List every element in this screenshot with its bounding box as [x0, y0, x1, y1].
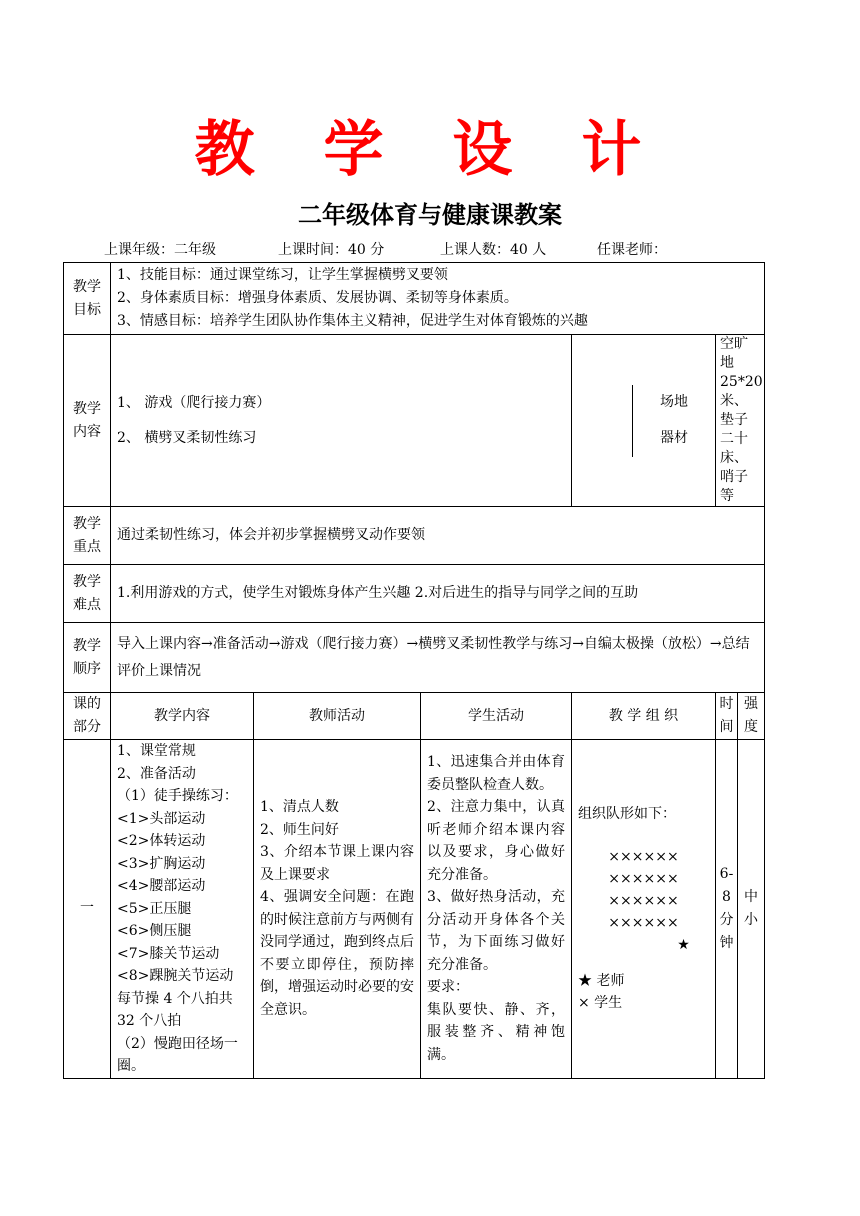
- formation-grid: [578, 846, 709, 956]
- legend-student: × 学生: [578, 995, 623, 1011]
- meta-grade: 上课年级：二年级: [104, 242, 216, 258]
- difficulty-label: 教学难点: [64, 565, 111, 623]
- content-item: 2、 横劈叉柔韧性练习: [117, 429, 257, 446]
- venue-label: 场地: [660, 394, 688, 410]
- list-item: <1>头部运动: [117, 810, 206, 827]
- content-row: [64, 335, 765, 507]
- formation-row: ××××××: [608, 914, 679, 931]
- goal-item: 1、技能目标：通过课堂练习，让学生掌握横劈叉要领: [117, 267, 448, 283]
- list-item: 4、强调安全问题：在跑的时候注意前方与两侧有没同学通过，跑到终点后不要立即停住，预防摔倒，增强运动时必要的安全意识。: [260, 889, 414, 1018]
- content-item: 1、 游戏（爬行接力赛）: [117, 394, 271, 411]
- formation-row: ××××××: [608, 848, 679, 865]
- meta-teacher: 任课老师：: [597, 242, 667, 258]
- page-title: 教 学 设 计: [194, 115, 666, 185]
- list-item: 1、课堂常规: [117, 743, 196, 759]
- sequence-label: 教学顺序: [64, 623, 111, 693]
- meta-time: 上课时间：40 分: [278, 242, 385, 258]
- header-intensity: 强度: [738, 693, 765, 740]
- venue-label-cell: [572, 335, 716, 507]
- section-row: [64, 740, 765, 1079]
- equipment-label: 器材: [660, 430, 688, 446]
- page-subtitle: 二年级体育与健康课教案: [298, 201, 562, 229]
- list-item: （1）徒手操练习：: [117, 788, 238, 804]
- formation-row: ××××××: [608, 892, 679, 909]
- sequence-text: 导入上课内容→准备活动→游戏（爬行接力赛）→横劈叉柔韧性教学与练习→自编太极操（放松）→总结评价上课情况: [111, 623, 765, 693]
- list-item: <7>膝关节运动: [117, 945, 220, 962]
- list-item: <8>踝腕关节运动: [117, 968, 234, 984]
- focus-label: 教学重点: [64, 507, 111, 565]
- goals-label: 教学目标: [64, 263, 111, 335]
- section-intensity: 中小: [738, 740, 765, 1079]
- list-item: 2、准备活动: [117, 765, 196, 782]
- difficulty-row: [64, 565, 765, 623]
- list-item: <3>扩胸运动: [117, 855, 206, 872]
- header-part: 课的部分: [64, 693, 111, 740]
- sequence-row: [64, 623, 765, 693]
- lesson-plan-table: [63, 262, 765, 1079]
- list-item: 1、清点人数: [260, 799, 339, 816]
- header-org: 教 学 组 织: [572, 693, 716, 740]
- list-item: 每节操 4 个八拍共 32 个八拍: [117, 990, 233, 1029]
- section-student: [421, 740, 572, 1079]
- formation-row: ××××××: [608, 870, 679, 887]
- list-item: <2>体转运动: [117, 833, 206, 849]
- header-content: 教学内容: [111, 693, 254, 740]
- legend-teacher: ★ 老师: [578, 972, 625, 989]
- section-org: [572, 740, 716, 1079]
- list-item: <4>腰部运动: [117, 878, 206, 894]
- content-label: 教学内容: [64, 335, 111, 507]
- meta-count: 上课人数：40 人: [440, 242, 547, 258]
- goal-item: 2、身体素质目标：增强身体素质、发展协调、柔韧等身体素质。: [117, 290, 518, 306]
- list-item: 1、迅速集合并由体育委员整队检查人数。: [427, 754, 565, 793]
- section-teacher: [254, 740, 421, 1079]
- goal-item: 3、情感目标：培养学生团队协作集体主义精神，促进学生对体育锻炼的兴趣: [117, 313, 588, 329]
- goals-cell: [111, 263, 765, 335]
- content-cell: [111, 335, 572, 507]
- header-time: 时间: [716, 693, 738, 740]
- section-part: 一: [64, 740, 111, 1079]
- org-intro: 组织队形如下：: [578, 806, 676, 822]
- list-item: 集队要快、静、齐，服装整齐、精神饱满。: [427, 1001, 565, 1063]
- list-item: 2、注意力集中，认真听老师介绍本课内容以及要求，身心做好充分准备。: [427, 799, 565, 883]
- list-item: <6>侧压腿: [117, 923, 192, 939]
- list-item: 要求：: [427, 979, 469, 996]
- teacher-star-icon: ★: [677, 936, 690, 953]
- list-item: 3、做好热身活动，充分活动开身体各个关节，为下面练习做好充分准备。: [427, 889, 565, 973]
- difficulty-text: 1.利用游戏的方式，使学生对锻炼身体产生兴趣 2.对后进生的指导与同学之间的互助: [111, 565, 765, 623]
- section-time: 6-8分钟: [716, 740, 738, 1079]
- list-item: 2、师生问好: [260, 821, 339, 838]
- list-item: 3、介绍本节课上课内容及上课要求: [260, 844, 414, 883]
- header-teacher: 教师活动: [254, 693, 421, 740]
- header-student: 学生活动: [421, 693, 572, 740]
- focus-row: [64, 507, 765, 565]
- list-item: <5>正压腿: [117, 900, 192, 917]
- section-content: [111, 740, 254, 1079]
- focus-text: 通过柔韧性练习，体会并初步掌握横劈叉动作要领: [111, 507, 765, 565]
- list-item: （2）慢跑田径场一圈。: [117, 1035, 238, 1074]
- venue-value: 空旷地 25*20 米、垫子二十床、哨子等: [716, 335, 765, 507]
- header-row: [64, 693, 765, 740]
- goals-row: [64, 263, 765, 335]
